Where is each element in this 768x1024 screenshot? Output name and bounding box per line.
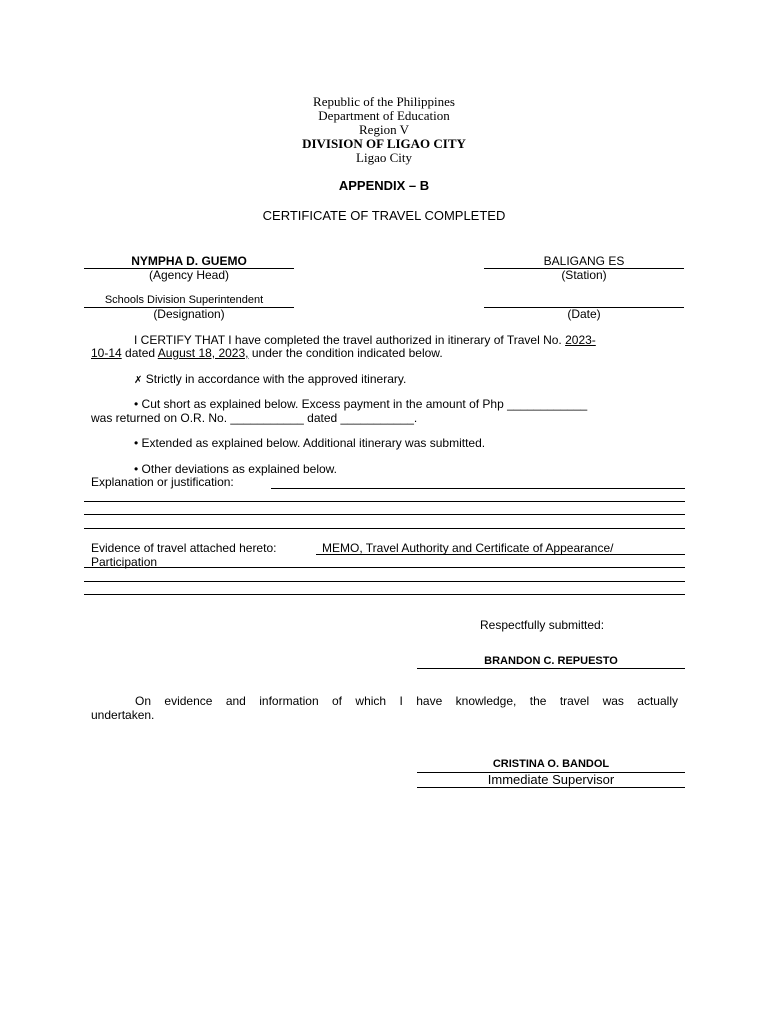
evidence-statement-line2: undertaken. bbox=[91, 708, 155, 722]
header-city: Ligao City bbox=[356, 150, 412, 165]
option-cut-short bbox=[134, 397, 587, 411]
explanation-line bbox=[84, 501, 685, 502]
header-region: Region V bbox=[359, 122, 409, 137]
certify-paragraph-line2 bbox=[91, 346, 443, 360]
certify-paragraph bbox=[134, 333, 596, 347]
station-value: BALIGANG ES bbox=[543, 254, 625, 268]
explanation-line bbox=[271, 488, 685, 489]
explanation-line bbox=[84, 514, 685, 515]
option-cut-short-line2: was returned on O.R. No. ___________ dated ___________. bbox=[91, 411, 418, 425]
evidence-value-cont: Participation bbox=[91, 555, 158, 569]
header-republic: Republic of the Philippines bbox=[313, 94, 455, 109]
option-strictly-label: Strictly in accordance with the approved itinerary. bbox=[145, 372, 407, 386]
certify-dated-word: dated bbox=[125, 346, 156, 360]
page-title: CERTIFICATE OF TRAVEL COMPLETED bbox=[262, 208, 506, 223]
certify-text-part2: under the condition indicated below. bbox=[251, 346, 443, 360]
date-label: (Date) bbox=[567, 307, 601, 321]
check-mark-icon: ✗ bbox=[134, 375, 143, 386]
station-label: (Station) bbox=[561, 268, 607, 282]
header-division: DIVISION OF LIGAO CITY bbox=[302, 136, 466, 151]
evidence-value: MEMO, Travel Authority and Certificate of Appearance/ bbox=[322, 541, 614, 555]
option-cut-short-label: Cut short as explained below. Excess payment in the amount of Php ____________ bbox=[141, 397, 588, 411]
agency-head-label: (Agency Head) bbox=[148, 268, 230, 282]
supervisor-name: CRISTINA O. BANDOL bbox=[492, 758, 610, 770]
certify-text-part1: I CERTIFY THAT I have completed the travel authorized in itinerary of Travel No. bbox=[134, 333, 562, 347]
travel-number-part2: 10-14 bbox=[91, 346, 122, 360]
bullet-icon: • bbox=[134, 397, 139, 411]
option-extended-label: Extended as explained below. Additional itinerary was submitted. bbox=[141, 436, 486, 450]
evidence-label: Evidence of travel attached hereto: bbox=[91, 541, 277, 555]
respectfully-submitted: Respectfully submitted: bbox=[480, 618, 605, 632]
evidence-statement-line1: On evidence and information of which I have knowledge, the travel was actually bbox=[135, 694, 678, 708]
supervisor-label: Immediate Supervisor bbox=[487, 772, 615, 787]
submitter-signature-line bbox=[417, 668, 685, 669]
appendix-label: APPENDIX – B bbox=[338, 178, 430, 193]
evidence-line bbox=[84, 567, 685, 568]
bullet-icon: • bbox=[134, 436, 139, 450]
option-extended bbox=[134, 436, 485, 450]
option-other-deviations bbox=[134, 462, 337, 476]
supervisor-bottom-line bbox=[417, 787, 685, 788]
travel-date: August 18, 2023, bbox=[157, 346, 249, 360]
option-other-label: Other deviations as explained below. bbox=[141, 462, 338, 476]
designation-label: (Designation) bbox=[153, 307, 225, 321]
header-department: Department of Education bbox=[318, 108, 450, 123]
explanation-label: Explanation or justification: bbox=[91, 475, 234, 489]
evidence-line bbox=[84, 581, 685, 582]
explanation-line bbox=[84, 528, 685, 529]
option-strictly bbox=[134, 372, 406, 386]
submitter-name: BRANDON C. REPUESTO bbox=[484, 655, 618, 667]
travel-number-part1: 2023- bbox=[565, 333, 596, 347]
designation-value: Schools Division Superintendent bbox=[104, 294, 264, 306]
evidence-line bbox=[316, 554, 685, 555]
bullet-icon: • bbox=[134, 462, 139, 476]
evidence-line bbox=[84, 594, 685, 595]
agency-head-name: NYMPHA D. GUEMO bbox=[131, 254, 247, 268]
